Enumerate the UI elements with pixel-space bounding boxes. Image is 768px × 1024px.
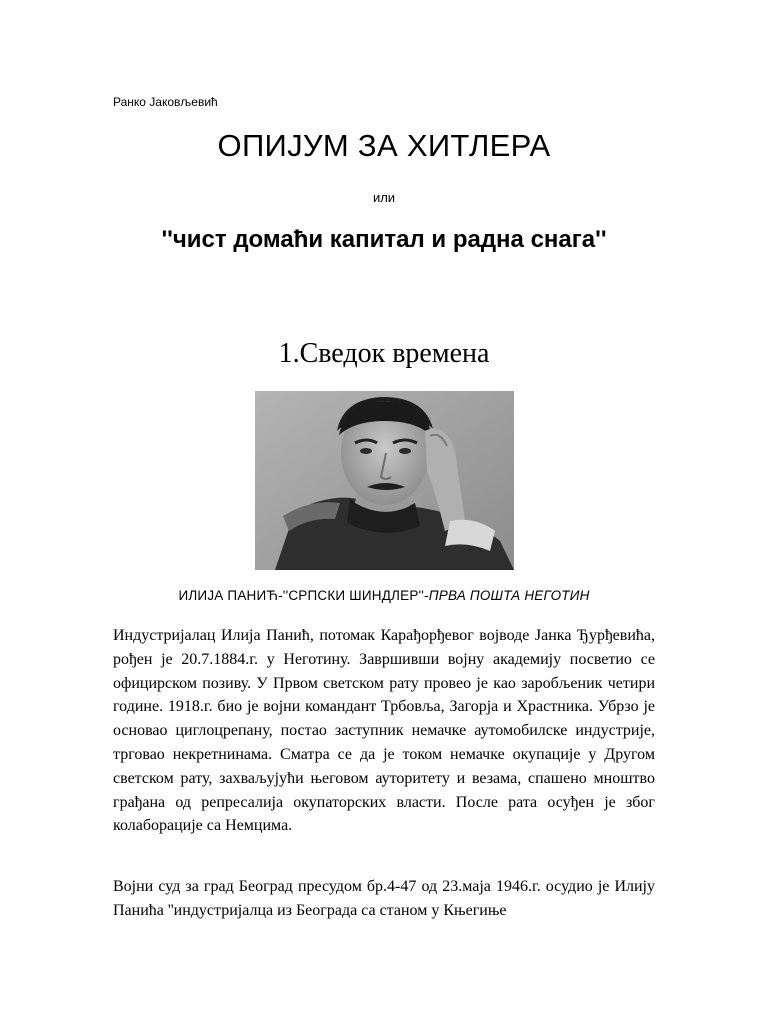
page-subtitle: ''чист домаћи капитал и радна снага'': [161, 226, 607, 253]
caption-main: ИЛИЈА ПАНИЋ-''СРПСКИ ШИНДЛЕР''-: [178, 588, 429, 603]
body-paragraph-1: Индустријалац Илија Панић, потомак Карађорђевог војводе Јанка Ђурђевића, рођен је 20.7.1884.г. у Неготину. Завршивши војну академију посветио се официрском позиву. У Првом светском рату провео је као заробљеник четири године. 1918.г. био је војни командант Трбовља, Загорја и Храстника. Убрзо је основао циглоцрепану, постао заступник немачке аутомобилске индустрије, трговао некретнинама. Сматра се да је током немачке окупације у Другом светском рату, захваљујући његовом ауторитету и везама, спашено мноштво грађана од репресалија окупаторских власти. После рата осуђен је због колаборације са Немцима.: [113, 627, 655, 835]
portrait-photo: [255, 391, 514, 570]
chapter-heading: 1.Сведок времена: [278, 338, 490, 369]
caption-location: ПРВА ПОШТА НЕГОТИН: [428, 588, 590, 603]
title-conjunction: или: [372, 190, 396, 205]
photo-caption: [0, 588, 768, 603]
page-title: ОПИЈУМ ЗА ХИТЛЕРА: [217, 128, 551, 163]
body-paragraph-2: Војни суд за град Београд пресудом бр.4-47 од 23.маја 1946.г. осудио је Илију Панића ''индустријалца из Београда са станом у Књегиње: [113, 878, 655, 919]
author-name: Ранко Јаковљевић: [113, 95, 218, 109]
portrait-illustration: [255, 391, 514, 570]
